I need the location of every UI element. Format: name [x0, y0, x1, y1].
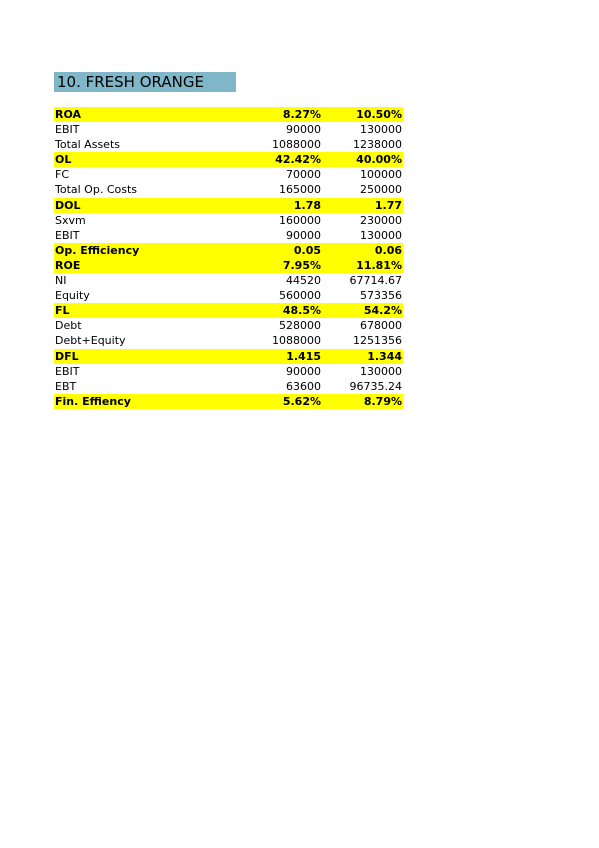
row-label: NI [55, 274, 67, 288]
row-value-2: 678000 [360, 319, 402, 333]
page-title: 10. FRESH ORANGE [54, 72, 236, 92]
row-value-2: 130000 [360, 123, 402, 137]
row-label: Debt+Equity [55, 334, 126, 348]
row-value-1: 90000 [286, 123, 321, 137]
row-value-2: 130000 [360, 228, 402, 242]
row-value-2: 11.81% [356, 258, 402, 272]
row-label: Fin. Effiency [55, 394, 131, 408]
row-value-1: 63600 [286, 379, 321, 393]
row-label: Total Op. Costs [55, 183, 138, 197]
table-row [54, 318, 403, 333]
row-value-2: 250000 [360, 183, 402, 197]
table-row [54, 107, 403, 122]
row-label: OL [55, 153, 72, 167]
table-row [54, 198, 403, 213]
table-row [54, 273, 403, 288]
table-row [54, 333, 403, 348]
row-label: FL [55, 304, 70, 318]
row-label: Debt [55, 319, 82, 333]
row-value-2: 67714.67 [349, 274, 402, 288]
table-row [54, 213, 403, 228]
row-value-1: 5.62% [282, 394, 321, 408]
table-row [54, 137, 403, 152]
row-label: Sxvm [55, 213, 86, 227]
row-value-2: 230000 [360, 213, 402, 227]
row-value-2: 40.00% [356, 153, 402, 167]
row-value-2: 10.50% [356, 108, 402, 121]
row-value-2: 1.77 [374, 198, 402, 212]
row-value-1: 70000 [286, 168, 321, 182]
row-value-1: 42.42% [275, 153, 321, 167]
table-row [54, 243, 403, 258]
row-label: EBT [55, 379, 77, 393]
table-row [54, 228, 403, 243]
row-value-1: 8.27% [282, 108, 321, 121]
table-row [54, 288, 403, 303]
row-value-1: 160000 [279, 213, 321, 227]
table-row [54, 379, 403, 394]
row-value-1: 165000 [279, 183, 321, 197]
row-label: ROA [55, 108, 82, 121]
row-value-2: 100000 [360, 168, 402, 182]
row-value-1: 528000 [279, 319, 321, 333]
row-value-2: 1251356 [353, 334, 402, 348]
row-value-1: 560000 [279, 289, 321, 303]
row-label: FC [55, 168, 70, 182]
row-value-2: 0.06 [374, 243, 402, 257]
table-row [54, 394, 403, 409]
row-value-1: 1.415 [286, 349, 321, 363]
row-value-2: 1.344 [367, 349, 402, 363]
row-value-1: 7.95% [282, 258, 321, 272]
ratio-table [54, 107, 403, 409]
table-row [54, 364, 403, 379]
row-value-1: 90000 [286, 364, 321, 378]
row-value-2: 54.2% [363, 304, 402, 318]
row-value-2: 96735.24 [349, 379, 402, 393]
table-row [54, 182, 403, 197]
table-row [54, 152, 403, 167]
row-label: EBIT [55, 364, 80, 378]
row-value-2: 130000 [360, 364, 402, 378]
row-value-1: 44520 [286, 274, 321, 288]
row-value-1: 0.05 [293, 243, 321, 257]
row-label: EBIT [55, 228, 80, 242]
row-value-1: 1088000 [272, 334, 321, 348]
row-label: DOL [55, 198, 81, 212]
row-value-2: 573356 [360, 289, 402, 303]
row-value-2: 1238000 [353, 138, 402, 152]
row-value-1: 1.78 [293, 198, 321, 212]
row-value-2: 8.79% [363, 394, 402, 408]
row-value-1: 48.5% [282, 304, 321, 318]
table-row [54, 122, 403, 137]
row-label: ROE [55, 258, 81, 272]
table-row [54, 258, 403, 273]
table-row [54, 167, 403, 182]
row-value-1: 90000 [286, 228, 321, 242]
table-row [54, 349, 403, 364]
row-label: Total Assets [55, 138, 120, 152]
row-label: Op. Efficiency [55, 243, 140, 257]
row-label: EBIT [55, 123, 80, 137]
row-value-1: 1088000 [272, 138, 321, 152]
row-label: Equity [55, 289, 90, 303]
table-row [54, 303, 403, 318]
row-label: DFL [55, 349, 79, 363]
